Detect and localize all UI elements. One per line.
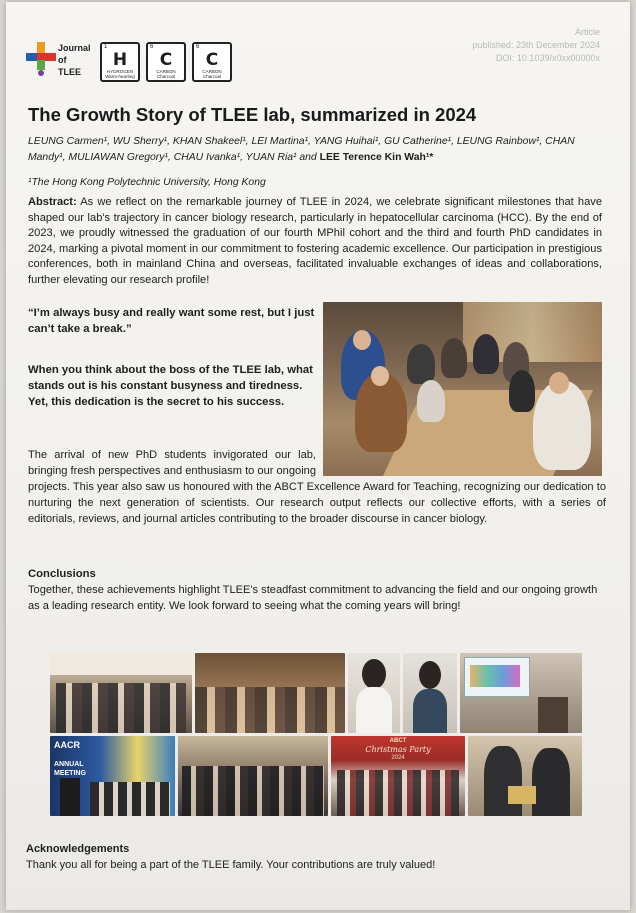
collage-photo-christmas <box>331 736 465 816</box>
boss-quote: “I’m always busy and really want some rest, but I just can’t take a break.” <box>28 307 315 335</box>
christmas-label: Christmas Party <box>365 745 431 754</box>
doi: DOI: 10.1039/x0xx00000x <box>495 53 600 63</box>
element-sub: Charcoal <box>202 74 221 79</box>
element-symbol: C <box>159 50 173 70</box>
abct-label: ABCT <box>389 738 407 744</box>
collage-photo-dinner <box>195 653 345 733</box>
journal-line-1: Journal <box>58 43 91 53</box>
meeting-label: MEETING <box>54 770 86 777</box>
element-tile-c2 <box>192 42 232 82</box>
article-type: Article <box>574 27 600 37</box>
element-sub: Warm-hearting <box>105 74 135 79</box>
journal-line-3: TLEE <box>58 67 82 77</box>
corresponding-author: LEE Terence Kin Wah¹* <box>319 152 434 163</box>
collage-photo-award <box>468 736 582 816</box>
element-symbol: C <box>205 50 219 70</box>
abstract-text: As we reflect on the remarkable journey of TLEE in 2024, we celebrate significant milestones that have shaped our lab's trajectory in cancer biology research, particularly in hepatocellular carcinoma (HCC). By the end of 2023, we proudly witnessed the graduation of our fourth MPhil cohort and the third and fourth PhD candidates in 2024, marking a pivotal moment in our commitment to fostering academic excellence. Our participation in prestigious conferences, both in mainland China and overseas, facilitated invaluable exchanges of ideas and collaborations, further elevating our research profile! <box>28 196 602 286</box>
affiliation: ¹The Hong Kong Polytechnic University, Hong Kong <box>28 177 266 188</box>
element-number: 6 <box>150 44 154 50</box>
element-caption <box>102 69 138 79</box>
element-symbol: H <box>112 50 128 70</box>
article-title: The Growth Story of TLEE lab, summarized in 2024 <box>28 104 477 125</box>
element-caption <box>194 69 230 79</box>
collage-photo-aacr <box>50 736 175 816</box>
element-number: 1 <box>104 44 108 50</box>
published-date: published: 23th December 2024 <box>472 40 600 50</box>
author-list <box>28 134 608 166</box>
collage-photo-graduation <box>178 736 328 816</box>
annual-label: ANNUAL <box>54 761 84 768</box>
abstract-label: Abstract: <box>28 196 77 208</box>
collage-photo-bookstore <box>50 653 192 733</box>
boss-description: When you think about the boss of the TLEE lab, what stands out is his constant busyness and tiredness. Yet, this dedication is the secret to his success. <box>28 364 313 408</box>
element-name: CARBON <box>156 69 176 74</box>
authors-text: LEUNG Carmen¹, WU Sherry¹, KHAN Shakeel¹, LEI Martina¹, YANG Huihai¹, GU Catherine¹, LEUNG Rainbow¹, CHAN Mandy¹, MULIAWAN Gregory¹, CHAU Ivanka¹, YUAN Ria¹ and <box>28 136 575 163</box>
collage-photo-presenter-2 <box>403 653 457 733</box>
acknowledgements-text: Thank you all for being a part of the TLEE family. Your contributions are truly valued! <box>26 859 436 871</box>
collage-photo-lecture <box>460 653 582 733</box>
element-tile-c1 <box>146 42 186 82</box>
element-name: HYDROGEN <box>106 69 133 74</box>
element-caption <box>148 69 184 79</box>
abstract <box>28 195 602 288</box>
conclusions-text: Together, these achievements highlight TLEE's steadfast commitment to advancing the field and our ongoing growth as a leading research entity. We look forward to seeing what the coming years will bring! <box>28 584 598 612</box>
element-sub: Charcoal <box>156 74 175 79</box>
annual-meeting-label <box>54 760 86 778</box>
aacr-label: AACR <box>54 740 80 750</box>
acknowledgements-heading: Acknowledgements <box>26 843 130 855</box>
journal-name <box>58 42 91 78</box>
element-tile-h <box>100 42 140 82</box>
tlee-logo-icon <box>26 42 56 76</box>
collage-photo-presenter-1 <box>348 653 400 733</box>
story-paragraph <box>28 447 606 527</box>
conclusions-heading: Conclusions <box>28 568 96 580</box>
element-name: CARBON <box>202 69 222 74</box>
photo-wrap-spacer <box>316 447 606 479</box>
story-text: The arrival of new PhD students invigorated our lab, bringing fresh perspectives and enthusiasm to our ongoing projects. This year also saw us honoured with the ABCT Excellence Award for Teaching, recognizing our dedication to nurturing the next generation of scientists. Our research output reflects our collective efforts, with a series of editorials, reviews, and journal articles contributing to the broader discourse in cancer biology. <box>28 449 606 525</box>
element-number: 6 <box>196 44 200 50</box>
article-meta <box>472 26 600 65</box>
year-label: 2024 <box>391 755 405 761</box>
journal-line-2: of <box>58 55 67 65</box>
